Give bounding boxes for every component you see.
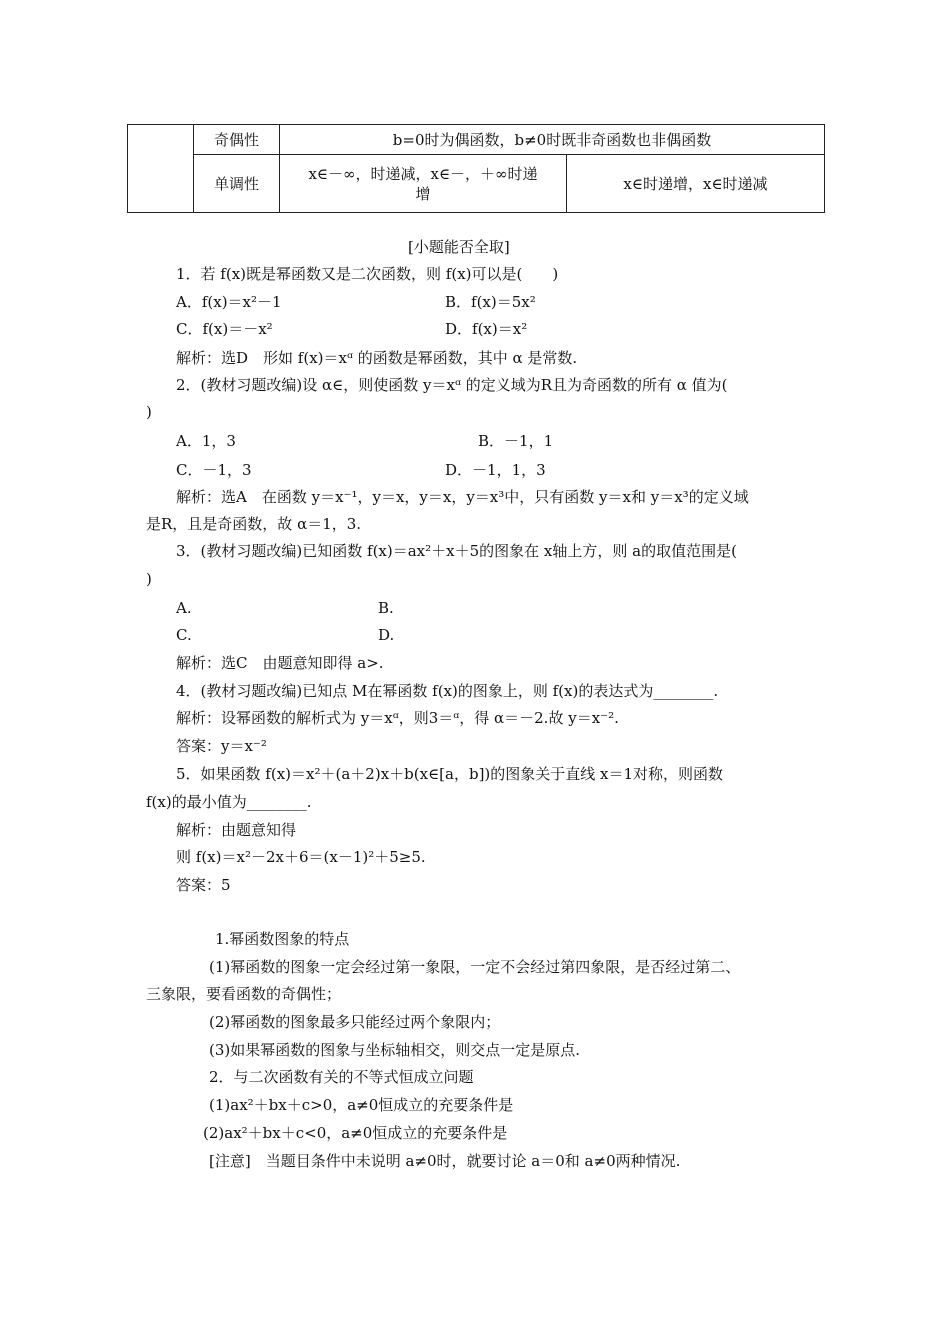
q5-answer: 答案：5 bbox=[176, 876, 231, 894]
note-1-item-1: (1)幂函数的图象一定会经过第一象限，一定不会经过第四象限，是否经过第二、 bbox=[209, 958, 741, 976]
note-2-item-1: (1)ax²＋bx＋c>0，a≠0恒成立的充要条件是 bbox=[209, 1096, 514, 1114]
q4-answer: 答案：y＝x⁻² bbox=[176, 737, 267, 755]
q2-solution: 解析：选A 在函数 y＝x⁻¹，y＝x，y＝x，y＝x³中，只有函数 y＝x和 y＝x³的定义域 bbox=[176, 488, 749, 506]
q1-option-b: B．f(x)＝5x² bbox=[445, 293, 536, 311]
note-1-item-3: (3)如果幂函数的图象与坐标轴相交，则交点一定是原点. bbox=[209, 1041, 581, 1059]
q1-option-a: A．f(x)＝x²－1 bbox=[176, 293, 282, 311]
parity-value: b=0时为偶函数，b≠0时既非奇函数也非偶函数 bbox=[280, 125, 825, 155]
q3-option-d: D. bbox=[378, 626, 395, 644]
question-5-cont: f(x)的最小值为________. bbox=[146, 793, 312, 811]
q5-solution: 解析：由题意知得 bbox=[176, 821, 297, 839]
question-1: 1．若 f(x)既是幂函数又是二次函数，则 f(x)可以是( ) bbox=[176, 265, 559, 283]
q3-option-c: C. bbox=[176, 626, 192, 644]
q1-option-c: C．f(x)＝－x² bbox=[176, 320, 273, 338]
question-3-cont: ) bbox=[146, 570, 152, 588]
question-4: 4．(教材习题改编)已知点 M在幂函数 f(x)的图象上，则 f(x)的表达式为________. bbox=[176, 682, 719, 700]
q2-option-c: C．－1，3 bbox=[176, 461, 252, 479]
monotonicity-label: 单调性 bbox=[194, 155, 280, 213]
q3-solution: 解析：选C 由题意知即得 a>. bbox=[176, 654, 384, 672]
parity-label: 奇偶性 bbox=[194, 125, 280, 155]
q2-option-a: A．1，3 bbox=[176, 432, 236, 450]
question-3: 3．(教材习题改编)已知函数 f(x)＝ax²＋x＋5的图象在 x轴上方，则 a的取值范围是( bbox=[176, 542, 737, 560]
q5-solution-cont: 则 f(x)＝x²－2x＋6＝(x－1)²＋5≥5. bbox=[176, 848, 426, 866]
question-2-cont: ) bbox=[146, 403, 152, 421]
q2-option-d: D．－1，1，3 bbox=[445, 461, 546, 479]
q4-solution: 解析：设幂函数的解析式为 y＝xᵅ，则3＝ᵅ，得 α＝－2.故 y＝x⁻². bbox=[176, 709, 619, 727]
q1-option-d: D．f(x)＝x² bbox=[445, 320, 528, 338]
table-empty-cell bbox=[128, 125, 194, 213]
monotonicity-left-line2: 增 bbox=[415, 184, 431, 203]
q3-option-a: A. bbox=[176, 599, 192, 617]
q3-option-b: B. bbox=[378, 599, 394, 617]
note-2-item-2: (2)ax²＋bx＋c<0，a≠0恒成立的充要条件是 bbox=[203, 1124, 508, 1142]
note-1-title: 1.幂函数图象的特点 bbox=[215, 930, 350, 948]
note-1-item-2: (2)幂函数的图象最多只能经过两个象限内； bbox=[209, 1013, 501, 1031]
monotonicity-right: x∈时递增，x∈时递减 bbox=[567, 155, 825, 213]
function-properties-table bbox=[127, 124, 825, 213]
monotonicity-left bbox=[280, 155, 567, 213]
question-2: 2．(教材习题改编)设 α∈，则使函数 y＝xᵅ 的定义域为R且为奇函数的所有 α 值为( bbox=[176, 376, 728, 394]
monotonicity-left-line1: x∈－∞，时递减，x∈－，＋∞时递 bbox=[308, 164, 538, 183]
question-5: 5．如果函数 f(x)＝x²＋(a＋2)x＋b(x∈[a，b])的图象关于直线 x＝1对称，则函数 bbox=[176, 765, 724, 783]
note-2-title: 2．与二次函数有关的不等式恒成立问题 bbox=[209, 1068, 474, 1086]
q2-option-b: B．－1，1 bbox=[478, 432, 554, 450]
q2-solution-cont: 是R，且是奇函数，故 α＝1，3. bbox=[146, 515, 362, 533]
note-caution: [注意] 当题目条件中未说明 a≠0时，就要讨论 a＝0和 a≠0两种情况. bbox=[209, 1152, 681, 1170]
section-title: [小题能否全取] bbox=[408, 238, 510, 256]
note-1-item-1-cont: 三象限，要看函数的奇偶性； bbox=[146, 985, 342, 1003]
q1-solution: 解析：选D 形如 f(x)＝xᵅ 的函数是幂函数，其中 α 是常数. bbox=[176, 349, 578, 367]
